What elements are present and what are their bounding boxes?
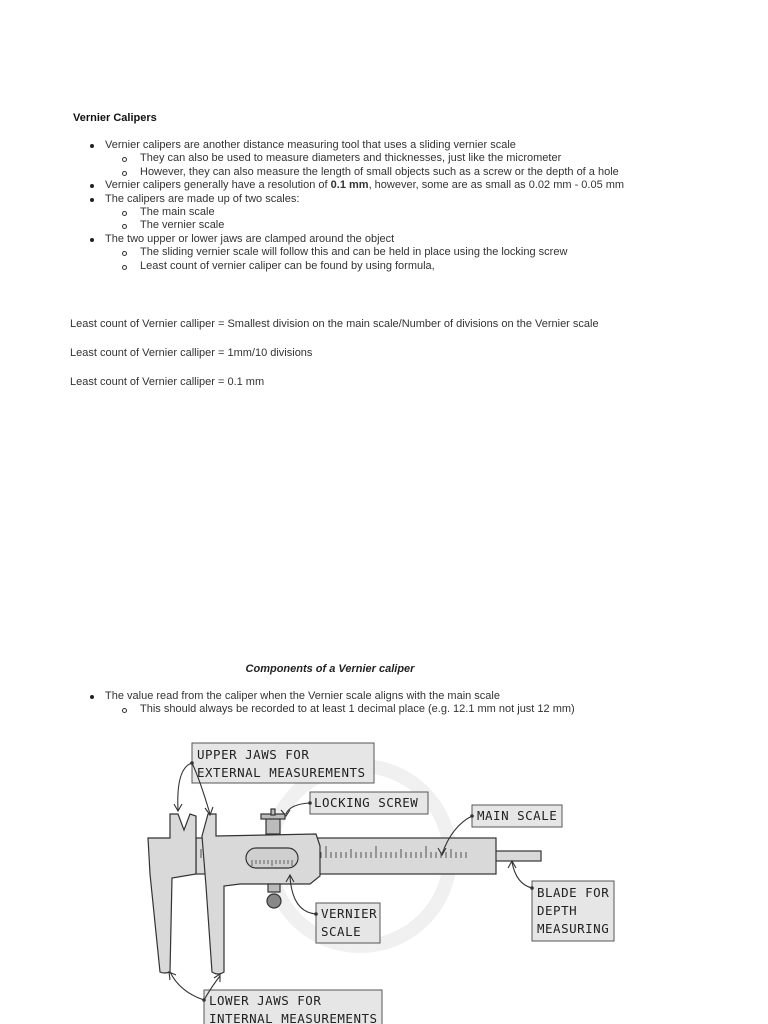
label-blade — [532, 881, 614, 941]
label-text: VERNIER — [321, 906, 378, 921]
bullet-text: The main scale — [140, 206, 215, 219]
list-subitem — [70, 206, 750, 219]
bullet-text: The vernier scale — [140, 219, 225, 232]
fixed-jaw — [148, 814, 196, 973]
bullet-text: Vernier calipers generally have a resolution of — [105, 179, 331, 192]
label-text: MAIN SCALE — [477, 808, 558, 823]
label-text: LOCKING SCREW — [314, 795, 419, 810]
list-item — [70, 179, 750, 192]
label-lower-jaws — [204, 990, 382, 1024]
section-heading: Components of a Vernier caliper — [245, 663, 415, 675]
vernier-caliper-diagram — [140, 736, 620, 1024]
label-upper-jaws — [192, 743, 374, 783]
reading-bullet-list — [70, 690, 750, 717]
bullet-text: However, they can also measure the length of small objects such as a screw or the depth of a hole — [140, 165, 619, 178]
formula-line: Least count of Vernier calliper = 1mm/10 divisions — [70, 347, 313, 359]
sliding-jaw — [202, 814, 320, 974]
list-subitem — [70, 260, 750, 273]
list-subitem — [70, 166, 750, 179]
page-title: Vernier Calipers — [73, 112, 157, 124]
label-text: INTERNAL MEASUREMENTS — [209, 1011, 378, 1024]
thumb-wheel-icon — [267, 884, 281, 908]
bullet-text: Vernier calipers are another distance measuring tool that uses a sliding vernier scale — [105, 139, 516, 151]
depth-blade — [495, 851, 541, 861]
bullet-text: The value read from the caliper when the Vernier scale aligns with the main scale — [105, 690, 500, 702]
bullet-text: They can also be used to measure diameters and thicknesses, just like the micrometer — [140, 152, 562, 165]
intro-bullet-list — [70, 139, 750, 273]
label-text: MEASURING — [537, 921, 610, 936]
label-locking-screw — [310, 792, 428, 814]
list-item — [70, 233, 750, 246]
label-text: SCALE — [321, 924, 362, 939]
list-subitem — [70, 703, 750, 716]
bullet-text: , however, some are as small as 0.02 mm - 0.05 mm — [368, 179, 625, 192]
label-main-scale — [472, 805, 562, 827]
formula-line: Least count of Vernier calliper = 0.1 mm — [70, 376, 265, 388]
label-vernier-scale — [316, 903, 380, 943]
label-text: EXTERNAL MEASUREMENTS — [197, 765, 366, 780]
bullet-text: Least count of vernier caliper can be found by using formula, — [140, 259, 435, 272]
label-text: DEPTH — [537, 903, 578, 918]
list-item — [70, 193, 750, 206]
list-subitem — [70, 246, 750, 259]
list-subitem — [70, 152, 750, 165]
label-text: UPPER JAWS FOR — [197, 747, 310, 762]
formula-line: Least count of Vernier calliper = Smallest division on the main scale/Number of divisions on the Vernier scale — [70, 318, 599, 330]
bullet-text: The calipers are made up of two scales: — [105, 192, 300, 205]
label-text: BLADE FOR — [537, 885, 610, 900]
list-item — [70, 139, 750, 152]
bullet-bold-text: 0.1 mm — [330, 179, 369, 192]
bullet-text: This should always be recorded to at least 1 decimal place (e.g. 12.1 mm not just 12 mm) — [140, 703, 575, 716]
bullet-text: The sliding vernier scale will follow this and can be held in place using the locking screw — [140, 246, 568, 259]
bullet-text: The two upper or lower jaws are clamped around the object — [105, 232, 395, 245]
list-subitem — [70, 219, 750, 232]
list-item — [70, 690, 750, 703]
label-text: LOWER JAWS FOR — [209, 993, 322, 1008]
